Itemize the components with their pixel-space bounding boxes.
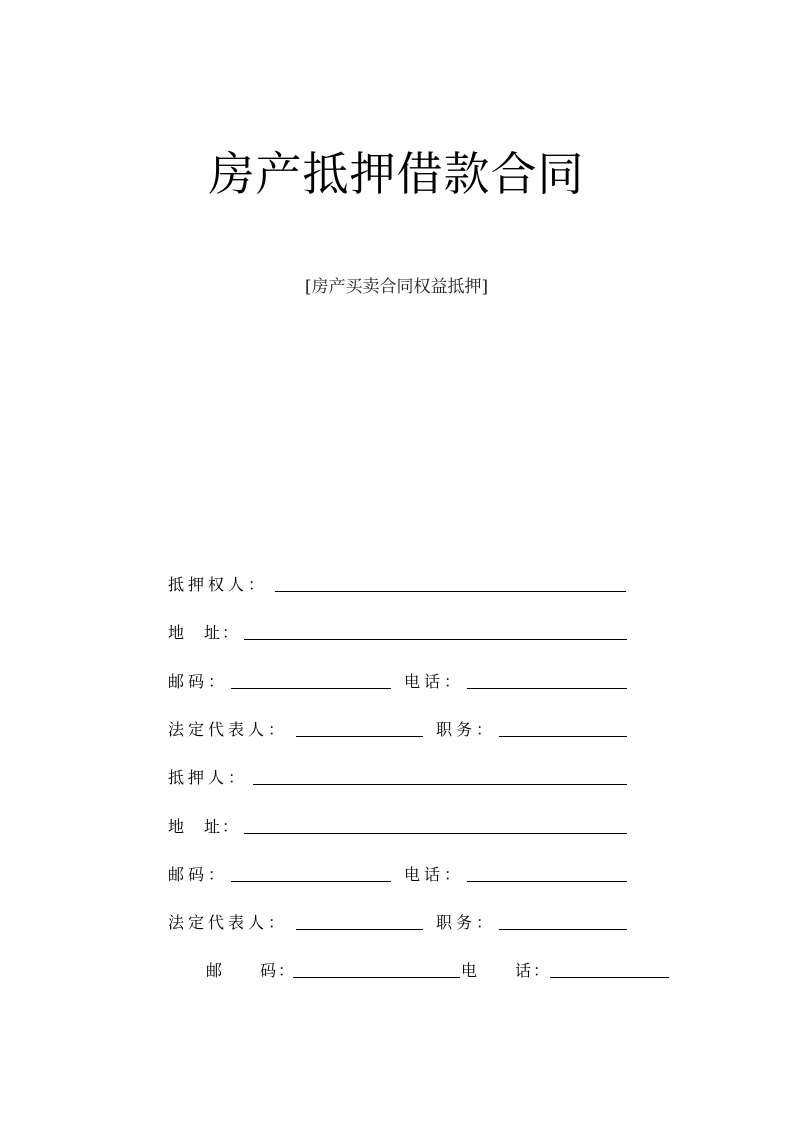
mortgagee-postcode-field[interactable]: [231, 688, 391, 689]
mortgagor-postcode-field[interactable]: [231, 881, 391, 882]
mortgagee-name-field[interactable]: [275, 591, 626, 592]
mortgagor-address-label: 地 址：: [168, 817, 241, 836]
mortgagor-phone-label: 电话：: [404, 865, 465, 884]
mortgagee-address-field[interactable]: [244, 639, 627, 640]
mortgagee-position-field[interactable]: [499, 736, 627, 737]
document-title: 房产抵押借款合同: [208, 147, 585, 201]
mortgagor-address-field[interactable]: [244, 833, 627, 834]
mortgagee-legal-rep-field[interactable]: [296, 736, 423, 737]
mortgagor-name-label: 抵押人：: [168, 768, 249, 787]
extra-phone-field[interactable]: [550, 977, 669, 978]
extra-phone-label: 电 话：: [461, 961, 552, 980]
mortgagee-name-label: 抵押权人：: [168, 575, 269, 594]
mortgagee-postcode-label: 邮码：: [168, 672, 229, 691]
mortgagor-position-field[interactable]: [499, 929, 627, 930]
mortgagee-legal-rep-label: 法定代表人：: [168, 720, 289, 739]
extra-postcode-label: 邮 码：: [206, 961, 297, 980]
mortgagee-address-label: 地 址：: [168, 623, 241, 642]
mortgagee-phone-label: 电话：: [404, 672, 465, 691]
mortgagor-name-field[interactable]: [253, 784, 627, 785]
extra-postcode-field[interactable]: [293, 977, 460, 978]
document-subtitle: [房产买卖合同权益抵押]: [304, 277, 489, 297]
mortgagor-postcode-label: 邮码：: [168, 865, 229, 884]
mortgagor-legal-rep-label: 法定代表人：: [168, 913, 289, 932]
mortgagor-position-label: 职务：: [436, 913, 497, 932]
mortgagor-legal-rep-field[interactable]: [296, 929, 423, 930]
mortgagee-position-label: 职务：: [436, 720, 497, 739]
mortgagor-phone-field[interactable]: [467, 881, 627, 882]
mortgagee-phone-field[interactable]: [467, 688, 627, 689]
